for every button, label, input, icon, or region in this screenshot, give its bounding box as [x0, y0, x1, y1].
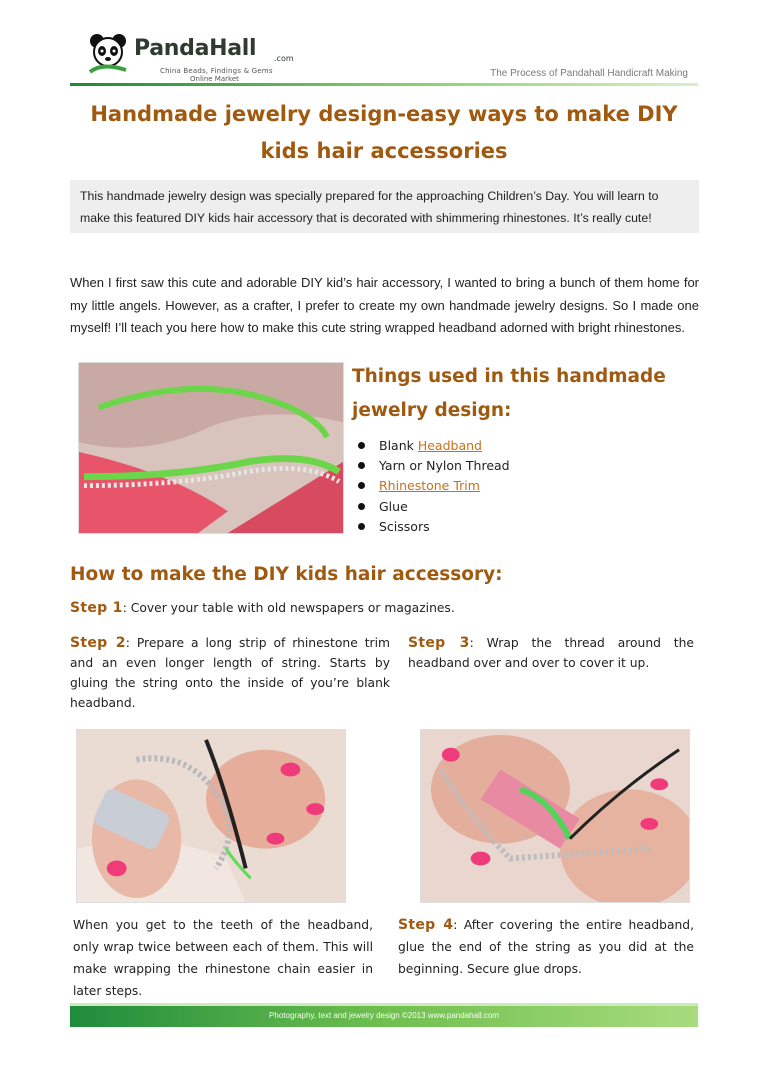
wrapping-photo [420, 729, 690, 903]
step-3-label: Step 3 [408, 635, 470, 651]
intro-box: This handmade jewelry design was specially prepared for the approaching Children’s Day. You will learn to make this featured DIY kids hair accessory that is decorated with shimmering rhinestones. It’s really cute! [70, 180, 699, 233]
step-1-text: : Cover your table with old newspapers or magazines. [122, 601, 455, 615]
title-line-1: Handmade jewelry design-easy ways to make DIY [90, 102, 678, 126]
brand-tagline: China Beads, Findings & Gems [160, 67, 273, 75]
step-1-label: Step 1 [70, 600, 123, 616]
header-caption: The Process of Pandahall Handicraft Making [490, 68, 688, 79]
list-item [356, 476, 510, 496]
step-4 [398, 914, 694, 980]
materials-list [356, 436, 510, 537]
brand-tagline-2: Online Market [190, 75, 239, 83]
list-item: Yarn or Nylon Thread [356, 456, 510, 476]
step-3 [408, 633, 694, 673]
step-4-text: : After covering the entire headband, glue the end of the string as you did at the beginning. Secure glue drops. [398, 918, 694, 976]
page-footer [70, 1003, 698, 1027]
header-divider [70, 83, 698, 86]
headband-photo [78, 362, 344, 534]
panda-icon [88, 32, 128, 76]
page-title [70, 96, 698, 170]
step-2-label: Step 2 [70, 635, 126, 651]
rhinestone-trim-link[interactable]: Rhinestone Trim [379, 478, 480, 494]
teeth-note: When you get to the teeth of the headband, only wrap twice between each of them. This will make wrapping the rhinestone chain easier in later steps. [73, 918, 373, 998]
materials-heading [352, 360, 712, 428]
footer-text: Photography, text and jewelry design ©2013 www.pandahall.com [269, 1011, 499, 1020]
step-3-text: : Wrap the thread around the headband over and over to cover it up. [408, 636, 694, 670]
brand-suffix: .com [274, 54, 294, 63]
materials-heading-line-1: Things used in this handmade [352, 366, 666, 387]
intro-paragraph: When I first saw this cute and adorable DIY kid’s hair accessory, I wanted to bring a bunch of them home for my little angels. However, as a crafter, I prefer to create my own handmade jewelry designs. So I made one myself! I’ll teach you here how to make this cute string wrapped headband adorned with bright rhinestones. [70, 275, 699, 335]
brand-name: PandaHall [134, 36, 257, 61]
list-item: Glue [356, 497, 510, 517]
howto-heading: How to make the DIY kids hair accessory: [70, 564, 503, 585]
page-header [70, 28, 698, 88]
materials-heading-line-2: jewelry design: [352, 400, 512, 421]
step-4-label: Step 4 [398, 917, 454, 933]
step-2 [70, 633, 390, 713]
headband-link[interactable]: Headband [417, 438, 482, 453]
list-item: Blank Headband [356, 436, 510, 456]
title-line-2: kids hair accessories [260, 139, 508, 163]
pandahall-logo[interactable] [78, 28, 318, 84]
list-item: Scissors [356, 517, 510, 537]
gluing-photo [76, 729, 346, 903]
step-2-text: : Prepare a long strip of rhinestone trim and an even longer length of string. Starts by gluing the string onto the inside of you’re blank headband. [70, 636, 390, 710]
step-1 [70, 598, 699, 618]
